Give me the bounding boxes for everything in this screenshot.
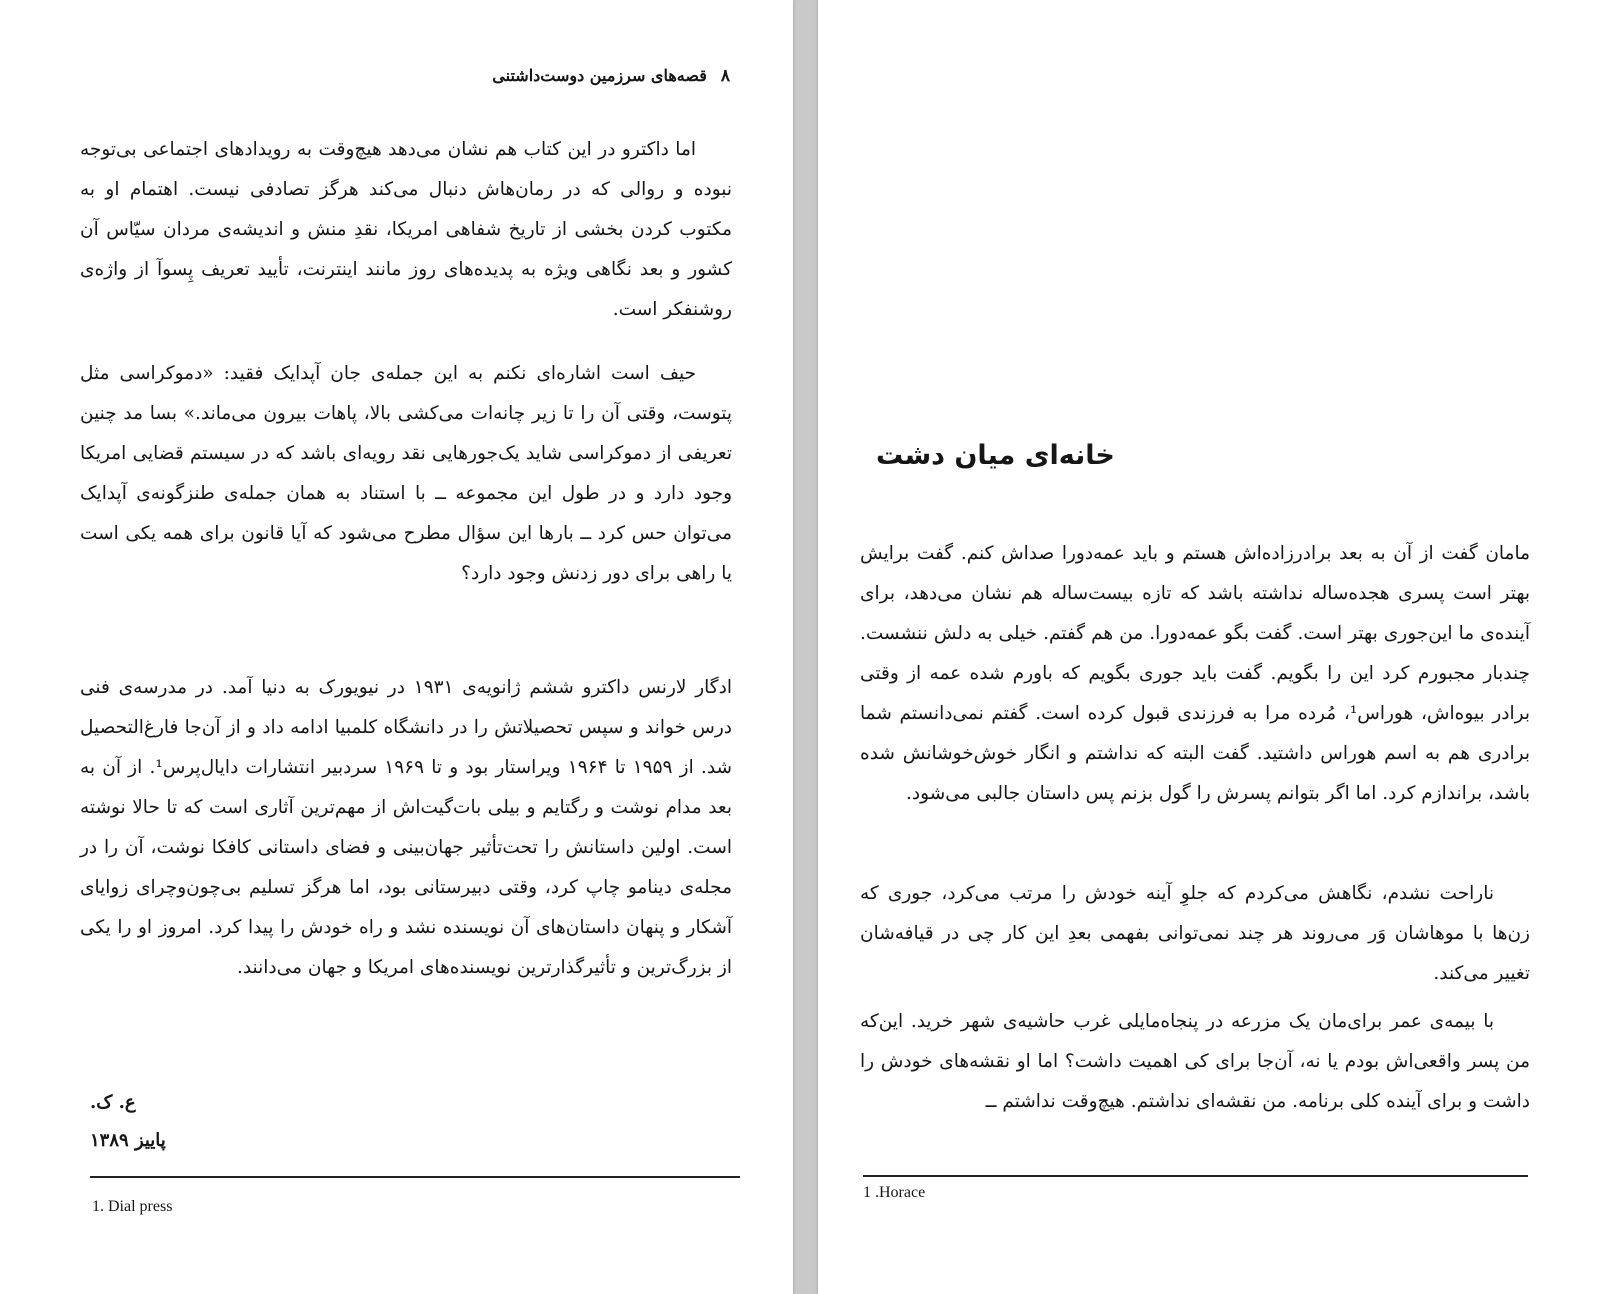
story-paragraph-2: ناراحت نشدم، نگاهش می‌کردم که جلوِ آینه خودش را مرتب می‌کرد، جوری که زن‌ها با موهاشان وَر می‌روند هر چند نمی‌توانی بفهمی بعدِ این کار چی در قیافه‌شان تغییر می‌کند. <box>860 883 1530 984</box>
left-page <box>0 0 793 1294</box>
right-page <box>818 0 1600 1294</box>
story-paragraph-3: با بیمه‌ی عمر برای‌مان یک مزرعه در پنجاه‌مایلی غرب حاشیه‌ی شهر خرید. این‌که من پسر واقعی‌اش بودم یا نه، آن‌جا برای کی اهمیت داشت؟ اما او نقشه‌های خودش را داشت و برای آینده کلی برنامه. من نقشه‌ای نداشتم. هیچ‌وقت نداشتم ــ <box>860 1011 1530 1112</box>
footnote-divider <box>90 1176 740 1178</box>
intro-paragraph-2: حیف است اشاره‌ای نکنم به این جمله‌ی جان آپدایک فقید: «دموکراسی مثل پتوست، وقتی آن را تا زیر چانه‌ات می‌کشی بالا، پاهات بیرون می‌ماند.» بسا مد چنین تعریفی از دموکراسی شاید یک‌جورهایی نقد رویه‌ای باشد که در سیستم قضایی امریکا وجود دارد و در طول این مجموعه ــ با استناد به همان جمله‌ی طنزگونه‌ی آپدایک می‌توان حس کرد ــ بارها این سؤال مطرح می‌شود که آیا قانون برای همه یکی است یا راهی برای دور زدنش وجود دارد؟ <box>80 363 732 584</box>
footnote-divider <box>863 1175 1528 1177</box>
running-header <box>492 66 730 86</box>
chapter-title: خانه‌ای میان دشت <box>876 440 1115 471</box>
story-paragraph-1: مامان گفت از آن به بعد برادرزاده‌اش هستم و باید عمه‌دورا صداش کنم. گفت برایش بهتر است پسری هجده‌ساله نداشته باشد که تازه بیست‌ساله هم نشان می‌دهد، برای آینده‌ی ما این‌جوری بهتر است. گفت بگو عمه‌دورا. من هم گفتم. خیلی به دلش ننشست. چندبار مجبورم کرد این را بگویم. گفت باید جوری بگویم که باورم شده عمه از وقتی برادر بیوه‌اش، هوراس¹، مُرده مرا به فرزندی قبول کرده است. گفتم نمی‌دانستم شما برادری هم به اسم هوراس داشتید. گفت البته که نداشتم و انگار خوش‌خوشانش شده باشد، براندازم کرد. اما اگر بتوانم پسرش را گول بزنم پس داستان جالبی می‌شود. <box>860 543 1530 804</box>
author-bio-paragraph: ادگار لارنس داکترو ششم ژانویه‌ی ۱۹۳۱ در نیویورک به دنیا آمد. در مدرسه‌ی فنی درس خواند و سپس تحصیلاتش را در دانشگاه کلمبیا ادامه داد و از آن‌جا فارغ‌التحصیل شد. از ۱۹۵۹ تا ۱۹۶۴ ویراستار بود و تا ۱۹۶۹ سردبیر انتشارات دایال‌پرس¹. از آن به بعد مدام نوشت و رگتایم و بیلی بات‌گیت‌اش از مهم‌ترین آثاری است که تا حالا نوشته است. اولین داستانش را تحت‌تأثیر جهان‌بینی و فضای داستانی کافکا نوشت، آن را در مجله‌ی دینامو چاپ کرد، وقتی دبیرستانی بود، اما هرگز تسلیم بی‌چون‌وچرای زوایای آشکار و پنهان داستان‌های آن نویسنده نشد و راه خودش را پیدا کرد. امروز او را یکی از بزرگ‌ترین و تأثیرگذارترین نویسنده‌های امریکا و جهان می‌دانند. <box>80 677 733 978</box>
signature-date: پاییز ۱۳۸۹ <box>90 1130 166 1151</box>
book-title: قصه‌های سرزمین دوست‌داشتنی <box>492 66 707 85</box>
footnote: 1 .Horace <box>863 1184 926 1201</box>
page-number: ۸ <box>720 66 730 86</box>
footnote: 1. Dial press <box>92 1198 173 1215</box>
signature-initials: ع. ک. <box>90 1092 136 1113</box>
intro-paragraph-1: اما داکترو در این کتاب هم نشان می‌دهد هیچ‌وقت به رویدادهای اجتماعی بی‌توجه نبوده و روالی که در رمان‌هاش دنبال می‌کند هرگز تصادفی نیست. اهتمام او به مکتوب کردن بخشی از تاریخ شفاهی امریکا، نقدِ منش و اندیشه‌ی مردان سیّاس آن کشور و بعد نگاهی ویژه به پدیده‌های روز مانند اینترنت، تأیید تعریف پِسوآ از واژه‌ی روشنفکر است. <box>80 139 732 320</box>
